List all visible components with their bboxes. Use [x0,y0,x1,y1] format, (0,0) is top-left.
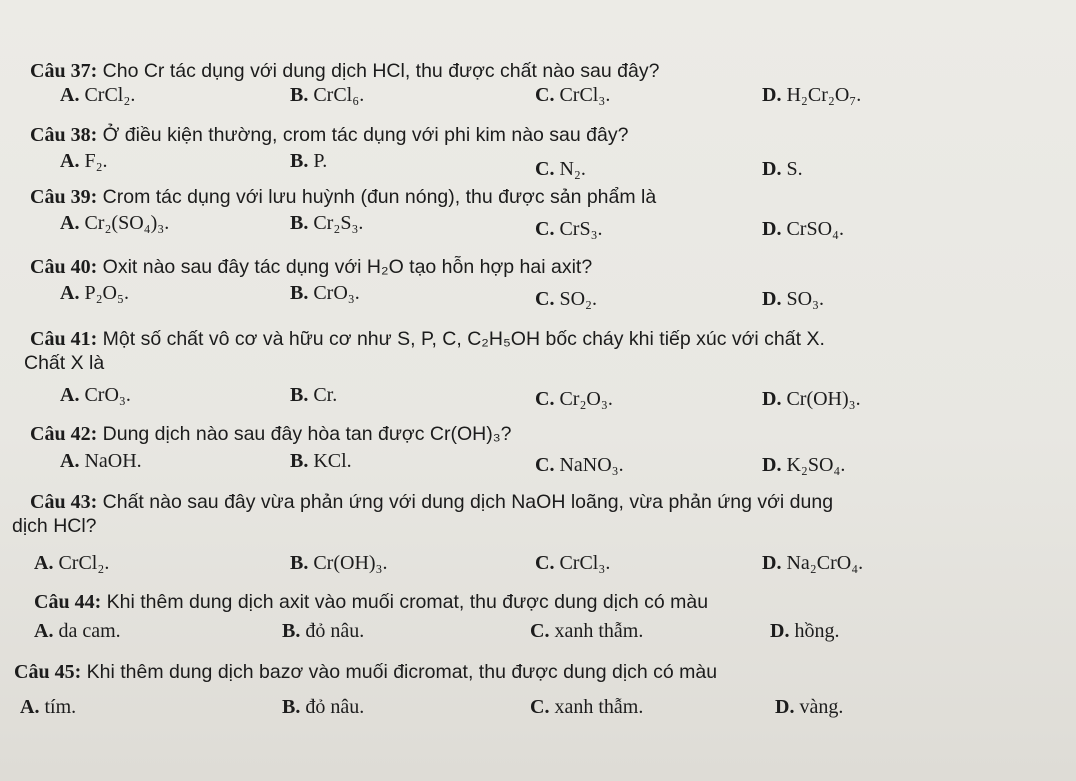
option-a[interactable]: A. tím. [20,696,77,718]
question-number: Câu 44: [34,591,102,613]
question-text-continued: dịch HCl? [12,515,97,537]
options-41 [0,384,1076,412]
question-number: Câu 37: [30,60,98,82]
option-d[interactable]: D. Na₂CrO₄. [762,552,864,574]
option-c[interactable]: C. CrCl₃. [535,552,611,574]
option-c[interactable]: C. xanh thẫm. [530,696,644,718]
option-a[interactable]: A. CrCl₂. [34,552,110,574]
option-b[interactable]: B. Cr(OH)₃. [290,552,388,574]
question-41-line2 [24,342,105,374]
option-a[interactable]: A. CrO₃. [60,384,131,406]
question-text: Oxit nào sau đây tác dụng với H₂O tạo hỗn hợp hai axit? [97,256,593,278]
option-b[interactable]: B. CrO₃. [290,282,360,304]
option-b[interactable]: B. Cr. [290,384,338,406]
option-b[interactable]: B. KCl. [290,450,352,472]
question-text: Cho Cr tác dụng với dung dịch HCl, thu được chất nào sau đây? [97,60,660,82]
question-number: Câu 42: [30,423,98,445]
option-c[interactable]: C. SO₂. [535,288,597,310]
options-42 [0,450,1076,478]
question-text: Chất nào sau đây vừa phản ứng với dung dịch NaOH loãng, vừa phản ứng với dung [97,491,834,513]
option-a[interactable]: A. NaOH. [60,450,142,472]
option-c[interactable]: C. CrCl₃. [535,84,611,106]
option-c[interactable]: C. xanh thẫm. [530,620,644,642]
option-b[interactable]: B. CrCl₆. [290,84,365,106]
option-c[interactable]: C. N₂. [535,158,586,180]
option-a[interactable]: A. CrCl₂. [60,84,136,106]
options-39 [0,212,1076,240]
option-d[interactable]: D. vàng. [775,696,844,718]
question-37 [30,58,659,84]
option-a[interactable]: A. Cr₂(SO₄)₃. [60,212,170,234]
question-40 [30,254,592,280]
question-number: Câu 43: [30,491,98,513]
option-b[interactable]: B. đỏ nâu. [282,696,365,718]
option-d[interactable]: D. CrSO₄. [762,218,844,240]
question-number: Câu 45: [14,661,82,683]
question-42 [30,421,511,447]
options-40 [0,282,1076,310]
question-43-line2 [12,509,97,535]
question-number: Câu 41: [30,328,98,350]
option-d[interactable]: D. S. [762,158,803,180]
options-38 [0,150,1076,178]
question-number: Câu 39: [30,186,98,208]
question-39 [30,184,656,210]
option-c[interactable]: C. NaNO₃. [535,454,624,476]
option-d[interactable]: D. Cr(OH)₃. [762,388,861,410]
question-text: Một số chất vô cơ và hữu cơ như S, P, C, C₂H₅OH bốc cháy khi tiếp xúc với chất X. [97,328,825,350]
option-a[interactable]: A. F₂. [60,150,108,172]
option-a[interactable]: A. P₂O₅. [60,282,129,304]
option-b[interactable]: B. đỏ nâu. [282,620,365,642]
question-text: Ở điều kiện thường, crom tác dụng với phi kim nào sau đây? [97,124,629,146]
options-43 [0,552,1076,580]
question-38 [30,122,628,148]
question-text: Crom tác dụng với lưu huỳnh (đun nóng), thu được sản phẩm là [97,186,657,208]
option-b[interactable]: B. P. [290,150,328,172]
question-45 [14,659,717,685]
question-text: Dung dịch nào sau đây hòa tan được Cr(OH)₃? [97,423,512,445]
question-text: Khi thêm dung dịch axit vào muối cromat, thu được dung dịch có màu [101,591,709,613]
question-text-continued: Chất X là [24,352,105,374]
question-text: Khi thêm dung dịch bazơ vào muối đicromat, thu được dung dịch có màu [81,661,718,683]
option-d[interactable]: D. SO₃. [762,288,824,310]
options-45 [0,696,1076,724]
question-number: Câu 38: [30,124,98,146]
question-44 [34,589,708,615]
question-number: Câu 40: [30,256,98,278]
option-d[interactable]: D. hồng. [770,620,840,642]
question-41 [30,326,825,352]
option-c[interactable]: C. Cr₂O₃. [535,388,613,410]
option-d[interactable]: D. K₂SO₄. [762,454,846,476]
question-43 [30,489,833,515]
options-37 [0,84,1076,112]
option-d[interactable]: D. H₂Cr₂O₇. [762,84,862,106]
option-a[interactable]: A. da cam. [34,620,121,642]
options-44 [0,620,1076,648]
option-b[interactable]: B. Cr₂S₃. [290,212,364,234]
option-c[interactable]: C. CrS₃. [535,218,603,240]
